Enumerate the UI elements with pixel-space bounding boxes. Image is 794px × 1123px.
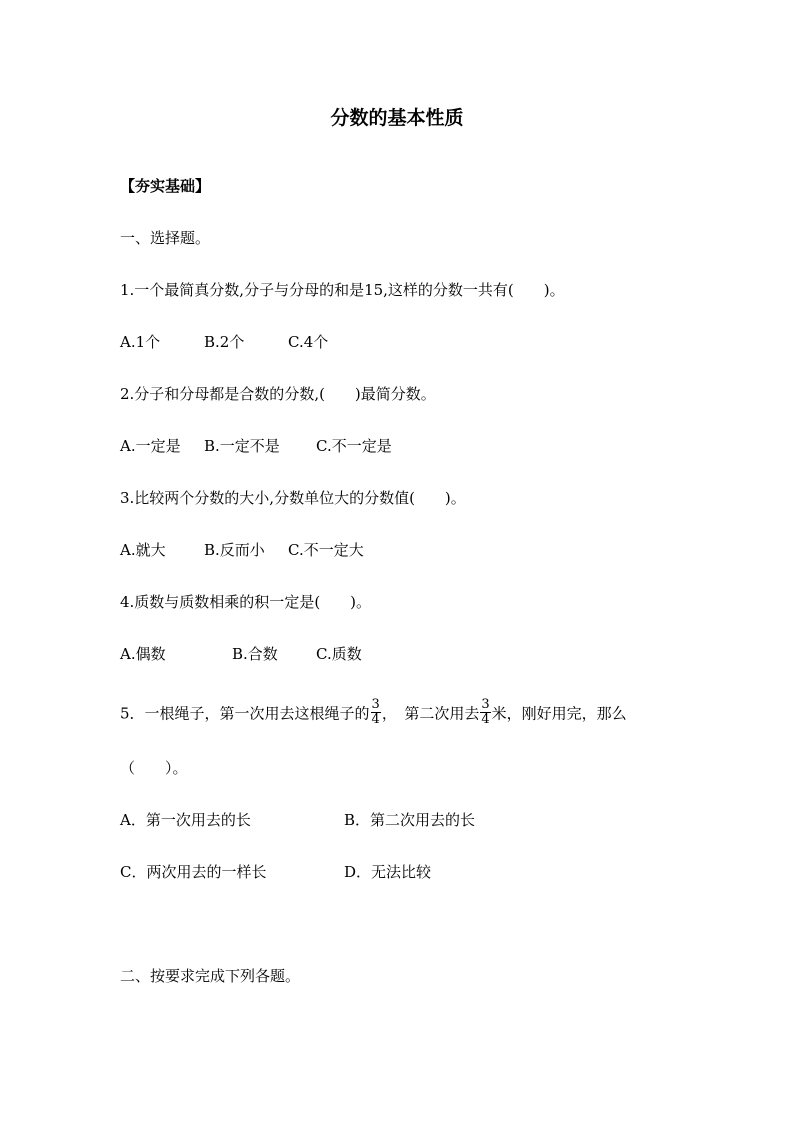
fraction-three-quarters xyxy=(371,698,381,727)
question-2-option-b[interactable]: B.一定不是 xyxy=(204,437,280,455)
question-2-option-a[interactable]: A.一定是 xyxy=(120,437,181,455)
fraction-2-numerator: 3 xyxy=(481,697,490,712)
fraction-1-denominator: 4 xyxy=(371,712,380,727)
question-3-option-b[interactable]: B.反而小 xyxy=(204,541,265,559)
question-5-text xyxy=(120,697,627,729)
question-2-text: 2.分子和分母都是合数的分数,( )最简分数。 xyxy=(120,385,436,403)
question-1-option-b[interactable]: B.2个 xyxy=(204,333,245,351)
question-3-option-a[interactable]: A.就大 xyxy=(120,541,166,559)
fraction-three-quarters-meter xyxy=(480,698,490,727)
question-1-option-a[interactable]: A.1个 xyxy=(120,333,161,351)
question-5-option-d[interactable]: D．无法比较 xyxy=(344,863,432,881)
part2-heading: 二、按要求完成下列各题。 xyxy=(120,967,301,985)
question-4-text: 4.质数与质数相乘的积一定是( )。 xyxy=(120,593,372,611)
fraction-1-numerator: 3 xyxy=(371,697,380,712)
question-5-option-c[interactable]: C．两次用去的一样长 xyxy=(120,863,267,881)
question-5-line-2: （ ）。 xyxy=(120,759,188,777)
question-1-text: 1.一个最简真分数,分子与分母的和是15,这样的分数一共有( )。 xyxy=(120,281,565,299)
fraction-2-denominator: 4 xyxy=(481,712,490,727)
section-header: 【夯实基础】 xyxy=(120,177,211,195)
question-1-option-c[interactable]: C.4个 xyxy=(288,333,329,351)
question-5-part-a: 5．一根绳子，第一次用去这根绳子的 xyxy=(120,704,370,723)
question-4-option-b[interactable]: B.合数 xyxy=(232,645,278,663)
question-5-option-b[interactable]: B．第二次用去的长 xyxy=(344,811,476,829)
question-5-part-b: ， 第二次用去 xyxy=(381,704,480,723)
question-3-option-c[interactable]: C.不一定大 xyxy=(288,541,364,559)
question-3-text: 3.比较两个分数的大小,分数单位大的分数值( )。 xyxy=(120,489,466,507)
question-2-option-c[interactable]: C.不一定是 xyxy=(316,437,392,455)
question-4-option-c[interactable]: C.质数 xyxy=(316,645,362,663)
question-5-option-a[interactable]: A．第一次用去的长 xyxy=(120,811,251,829)
question-4-option-a[interactable]: A.偶数 xyxy=(120,645,166,663)
question-5-part-c: 米，刚好用完，那么 xyxy=(491,704,627,723)
page-title: 分数的基本性质 xyxy=(330,107,464,129)
part1-heading: 一、选择题。 xyxy=(120,229,211,247)
